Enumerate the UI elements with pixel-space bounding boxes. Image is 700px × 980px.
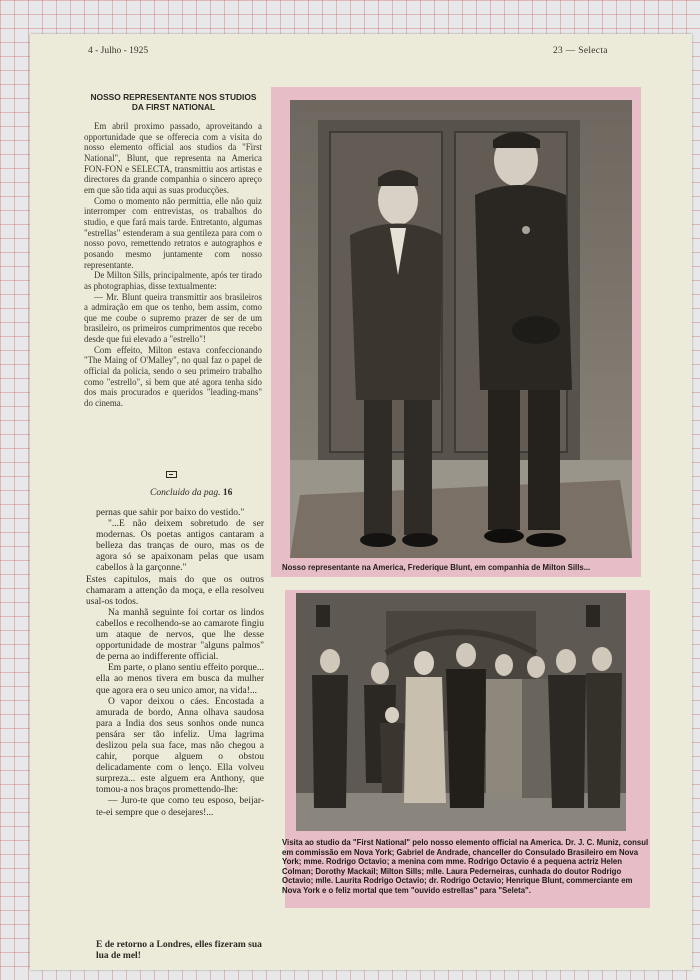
continuation-label: Concluido da pag. [150, 488, 221, 498]
continuation-opening: pernas que sahir por baixo do vestido." [96, 508, 245, 518]
story-ending: E de retorno a Londres, elles fizeram sua lua de mel! [96, 940, 262, 961]
article-paragraph: De Milton Sills, principalmente, após ter tirado as photographias, disse textualmente: [84, 270, 262, 291]
article-paragraph: Como o momento não permittia, elle não quiz interromper com entrevistas, os trabalhos do studio, e que fará mais tarde. Entretanto, algumas "estrellas" estenderam a sua gentileza para com o nosso povo, remettendo retratos e autographos e posando mesmo juntamente com nosso representante. [84, 195, 262, 270]
group-photo-image [296, 593, 626, 831]
issue-date: 4 - Julho - 1925 [88, 46, 149, 56]
article-paragraph: Com effeito, Milton estava confeccionando "The Maing of O'Malley", no qual faz o papel de official da policia, sendo o seu primeiro trabalho como "estrello", si bem que até agora tenha sido dos mais procurados e queridos "leading-mans" do cinema. [84, 344, 262, 409]
story-paragraph: "...E não deixem sobretudo de ser modernas. Os poetas antigos cantaram a belleza das tranças de ouro, mas os de agora só se apaixonam pelas que usam cabellos à la garçonne." [96, 519, 264, 574]
studio-portrait-photo [290, 100, 632, 558]
continuation-note [150, 488, 232, 498]
article-headline: NOSSO REPRESENTANTE NOS STUDIOS DA FIRST NATIONAL [90, 92, 257, 112]
page-number: 23 — Selecta [553, 46, 608, 56]
article-body [84, 121, 262, 409]
story-paragraph: — Juro-te que como teu esposo, beijar-te-ei sempre que o desejares!... [96, 796, 264, 818]
studio-group-photo [296, 593, 626, 831]
story-paragraph: Estes capitulos, mais do que os outros chamaram a attenção da moça, e ella resolveu usal-os todos. [86, 574, 264, 607]
photo-caption-bottom: Visita ao studio da "First National" pelo nosso elemento official na America. Dr. J. C. Muniz, consul em commissão em Nova York; Gabriel de Andrade, chanceller do Consulado Brasileiro em Nova York; mme. Rodrigo Octavio; a menina com mme. Rodrigo Octavio é a pequena actriz Helen Colman; Dorothy Mackail; Milton Sills; mlle. Laura Pederneiras, cunhada do doutor Rodrigo Octavio; mlle. Laurita Rodrigo Octavio; dr. Rodrigo Octavio; Henrique Blunt, commerciante em Nova York e o feliz mortal que tem "ouvido estrellas" para "Seleta". [282, 838, 649, 895]
continuation-body [86, 508, 264, 819]
story-paragraph: O vapor deixou o cáes. Encostada a amurada de bordo, Anna olhava saudosa para a India dos seus sonhos onde nunca pensára ser tão infeliz. Uma lagrima deslizou pela sua face, mas não chegou a cahir, porque alguem o obstou delicadamente com o lenço. Ella volveu surpreza... este alguem era Anthony, que tomou-a nos braços promettendo-lhe: [96, 696, 264, 796]
photo-caption-top: Nosso representante na America, Frederique Blunt, em companhia de Milton Sills... [282, 563, 591, 572]
story-paragraph: Na manhã seguinte foi cortar os lindos cabellos e recolhendo-se ao camarote fingiu um ataque de nervos, que lhe desse opportunidade de mostrar "alguns palmos" de perna ao indifferente official. [96, 607, 264, 663]
two-men-photo-image [290, 100, 632, 558]
continuation-page: 16 [222, 488, 233, 498]
end-ornament-icon [166, 471, 177, 478]
article-paragraph: Em abril proximo passado, aproveitando a opportunidade que se offerecia com a visita do nosso elemento official aos studios da "First National", Blunt, que representa na America FON-FON e SELECTA, transmittiu aos artistas e directores da grande companhia o sincero apreço em que são tida aqui as suas producções. [84, 121, 262, 195]
story-paragraph: Em parte, o plano sentiu effeito porque... ella ao menos tivera em busca da mulher que agora era o seu unico amor, na vida!... [96, 663, 264, 696]
article-paragraph: — Mr. Blunt queira transmittir aos brasileiros a admiração em que os tenho, bem assim, como que me coube o supremo prazer de ser de um brasileiro, os primeiros cumprimentos que recebo desde que fui elevado a "estrello"! [84, 291, 262, 345]
